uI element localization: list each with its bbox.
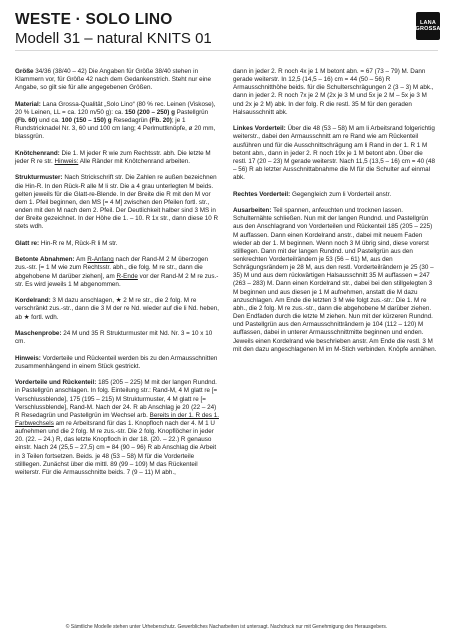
material-text: Lana Grossa-Qualität „Solo Lino“ (80 % rec. Leinen (Viskose), 20 % Leinen, LL = ca. 120 m/50 g): ca.	[15, 100, 216, 116]
material-text: Resedagrün	[111, 117, 150, 125]
material-paragraph	[15, 101, 220, 142]
decrease-paragraph	[15, 256, 220, 289]
material-amount: 100 (150 – 150) g	[61, 117, 112, 125]
left-column	[15, 68, 220, 485]
material-color: (Fb. 20)	[149, 117, 172, 125]
material-text: Pastellgrün	[174, 108, 209, 116]
back-continuation-paragraph	[233, 68, 438, 117]
right-front-label: Rechtes Vorderteil:	[233, 190, 291, 198]
knot-edge-text: Die 1. M jeder R wie zum Rechtsstr. abh. Die letzte M jeder R re str.	[15, 149, 211, 165]
right-column	[233, 68, 438, 362]
body-pieces-text: am re Arbeitsrand für das 1. Knopfloch nach der 4. M 1 U aufnehmen und die 2 folg. M re zus.-str. Die 2 folg. Knopflöcher in jeder 20. (22. – 24.) R, das letzte Knopfloch in der 18. (20. – 22.) R genauso einstr. Nach 24 (25,5 – 27,5) cm = 84 (90 – 96) R ab Anschlag die Arbeit in 3 Teilen fortsetzen. Beids. je 48 (53 – 58) M für die Vorderteile stilllegen. Zunächst über die mittl. 89 (99 – 109) M das Rückenteil weiterstr. Für die Armausschnitte beids. 7 (9 – 11) M abh.,	[15, 419, 217, 476]
material-label: Material:	[15, 100, 41, 108]
body-pieces-label: Vorderteile und Rückenteil:	[15, 379, 97, 387]
page-subtitle: Modell 31 – natural KNITS 01	[15, 30, 212, 47]
logo-text-top: LANA	[419, 20, 437, 26]
gauge-label: Maschenprobe:	[15, 329, 62, 337]
gauge-paragraph	[15, 330, 220, 346]
finishing-text: Teil spannen, anfeuchten und trocknen lassen. Schulternähte schließen. Nun mit der langen Rundnd. und Pastellgrün aus den Anschlagrand von Vorderteilen und Rückenteil 185 (205 – 225) M auffassen. Dann einen Kordelrand anstr., dabei mit neuem Faden wieder ab der 1. M beginnen. Wenn noch 3 M übrig sind, diese vorerst stilllegen. Dann mit der langen Rundnd. und Pastellgrün aus den senkrechten Vorderteilrändern je 53 (56 – 61) M, aus den Schrägungsrändern je 28 M, aus den restl. Vorderteilrändern je 25 (30 – 35) M und aus dem rückwärtigen Halsausschnitt 35 M auffassen = 247 (263 – 283) M. Dann einen Kordelrand str., dabei bei den stillgelegten 3 M beginnen und aus diesen je 1 M aufnehmen, anstatt die M dazu anzuschlagen. Am Ende die letzten 3 M wie folgt zus.-str.: Die 1. M re abh., die 2 folg. M re zus.-str., dann die abgehobene M darüber ziehen. Den Endfaden durch die letzte M ziehen. Nun mit der kürzeren Rundnd. und Pastellgrün aus den Armausschnitträndern je 104 (112 – 120) M auffassen, dabei in unterer Armausschnittmitte beginnen und enden. Jeweils einen Kordelrand wie beschrieben anstr. Am Ende die restl. 3 M mit den dazu angeschlagenen M im M-Stich verbinden. Knöpfe annähen.	[233, 207, 437, 353]
size-paragraph	[15, 68, 220, 92]
note-text: Vorderteile und Rückenteil werden bis zu den Armausschnitten zusammenhängend in einem Stück gestrickt.	[15, 354, 218, 370]
note-label: Hinweis:	[15, 354, 41, 362]
stockinette-label: Glatt re:	[15, 239, 40, 247]
pattern-paragraph	[15, 174, 220, 231]
material-text: ; je 1 Rundstricknadel Nr. 3, 60 und 100 cm lang; 4 Perlmuttknöpfe, ø 20 mm, blassgrün.	[15, 117, 216, 141]
size-text: 34/36 (38/40 – 42) Die Angaben für Größe 38/40 stehen in Klammern vor, für Größe 42 nach dem Gedankenstrich. Steht nur eine Angabe, so gilt sie für alle angegebenen Größen.	[15, 68, 211, 92]
material-color: (Fb. 60)	[15, 117, 38, 125]
knot-edge-hint: Hinweis:	[54, 158, 79, 165]
right-front-paragraph	[233, 191, 438, 199]
stockinette-paragraph	[15, 240, 220, 248]
body-pieces-text: 185 (205 – 225) M mit der langen Rundnd. in Pastellgrün anschlagen. In folg. Einteilung str.: Rand-M, 4 M glatt re [= Verschlussblende], 175 (195 – 215) M Strukturmuster, 4 M glatt re [= Verschlussblende], Rand-M. Nach der 24. R ab Anschlag je 20 (22 – 24) R Resedagrün und Pastellgrün im Wechsel arb.	[15, 379, 218, 419]
left-front-label: Linkes Vorderteil:	[233, 125, 286, 133]
pattern-label: Strukturmuster:	[15, 174, 63, 182]
copyright-footer: © Sämtliche Modelle stehen unter Urheberschutz. Gewerbliches Nacharbeiten ist untersagt. Nachdruck nur mit Genehmigung des Herausgebers.	[65, 624, 388, 630]
row-start-term: R-Anfang	[87, 256, 114, 264]
material-text: und ca.	[37, 117, 62, 125]
decrease-text: Am	[74, 256, 88, 264]
logo-text-bottom: GROSSA	[415, 26, 441, 32]
decrease-text: nach der Rand-M 2 M überzogen zus.-str. [= 1 M wie zum Rechtsstr. abh., die folg. M re str., dann die abgehobene M darüber ziehen], am	[15, 256, 208, 280]
color-change-term: Bereits in der 1. R des 1. Farbwechsels	[15, 411, 219, 427]
row-end-term: R-Ende	[116, 272, 138, 280]
material-amount: 150 (200 – 250) g	[124, 108, 175, 116]
page-title: WESTE · SOLO LINO	[15, 11, 173, 28]
lana-grossa-logo	[416, 12, 440, 40]
cord-edge-paragraph	[15, 297, 220, 321]
back-continuation-text: dann in jeder 2. R noch 4x je 1 M betont abn. = 67 (73 – 79) M. Dann gerade weiterstr. In 12,5 (14,5 – 16) cm = 44 (50 – 56) R Armausschnitthöhe beids. für die Schulterschrägungen 2 (3 – 3) M abk., dann in jeder 2. R noch 7x je 2 M (2x je 3 M und 5x je 2 M – 5x je 3 M und 2x je 2 M) abk. In der folg. R die restl. 35 M für den geraden Halsausschnitt abk.	[233, 68, 434, 116]
finishing-paragraph	[233, 207, 438, 354]
header-divider	[15, 50, 438, 51]
knot-edge-paragraph	[15, 150, 220, 166]
gauge-text: 24 M und 35 R Strukturmuster mit Nd. Nr. 3 = 10 x 10 cm.	[15, 329, 213, 346]
decrease-text: vor der Rand-M 2 M re zus.-str. Es wird jeweils 1 M abgenommen.	[15, 272, 219, 288]
right-front-text: Gegengleich zum li Vorderteil anstr.	[290, 190, 392, 198]
pattern-text: Nach Strickschrift str. Die Zahlen re außen bezeichnen die Hin-R. In den Rück-R alle M li str. Die a 4 grau unterlegten M beids. gelten jeweils für die Glatt-re-Blende. In der Breite die R mit den M vor dem 1. Pfeil beginnen, den MS [= 4 M] zwischen den Pfeilen fortl. str., enden mit den M nach dem 2. Pfeil. Der Deutlichkeit halber sind 3 MS in der Breite gezeichnet. In der Höhe die 1. – 10. R 1x str., dann diese 10 R stets wdh.	[15, 174, 219, 231]
page-header	[15, 11, 440, 47]
cord-edge-text: 3 M dazu anschlagen, ★ 2 M re str., die 2 folg. M re verschränkt zus.-str., dann die 3 M der re Nd. wieder auf die li Nd. heben, ab ★ fortl. wdh.	[15, 297, 220, 321]
knot-edge-text: Alle Ränder mit Knötchenrand arbeiten.	[78, 158, 191, 165]
left-front-paragraph	[233, 125, 438, 182]
knot-edge-label: Knötchenrand:	[15, 149, 60, 157]
finishing-label: Ausarbeiten:	[233, 207, 272, 215]
left-front-text: Über die 48 (53 – 58) M am li Arbeitsrand folgerichtig weiterstr., dabei den Armausschnitt am re Rand wie am Rückenteil ausführen und für die Ausschnittschrägung am li Rand in der 1. R 1 M betont abn., dann in jeder 2. R noch 19x je 1 M betont abn. Über die restl. 17 (20 – 23) M gerade weiterstr. Nach 11,5 (13,5 – 16) cm = 40 (48 – 56) R ab letzter Ausschnittabnahme die M für die Schulter auf einmal abk.	[233, 125, 436, 182]
cord-edge-label: Kordelrand:	[15, 297, 51, 305]
body-pieces-paragraph	[15, 379, 220, 477]
decrease-label: Betonte Abnahmen:	[15, 256, 75, 264]
stockinette-text: Hin-R re M, Rück-R li M str.	[39, 239, 118, 247]
size-label: Größe	[15, 68, 34, 75]
note-paragraph	[15, 355, 220, 371]
